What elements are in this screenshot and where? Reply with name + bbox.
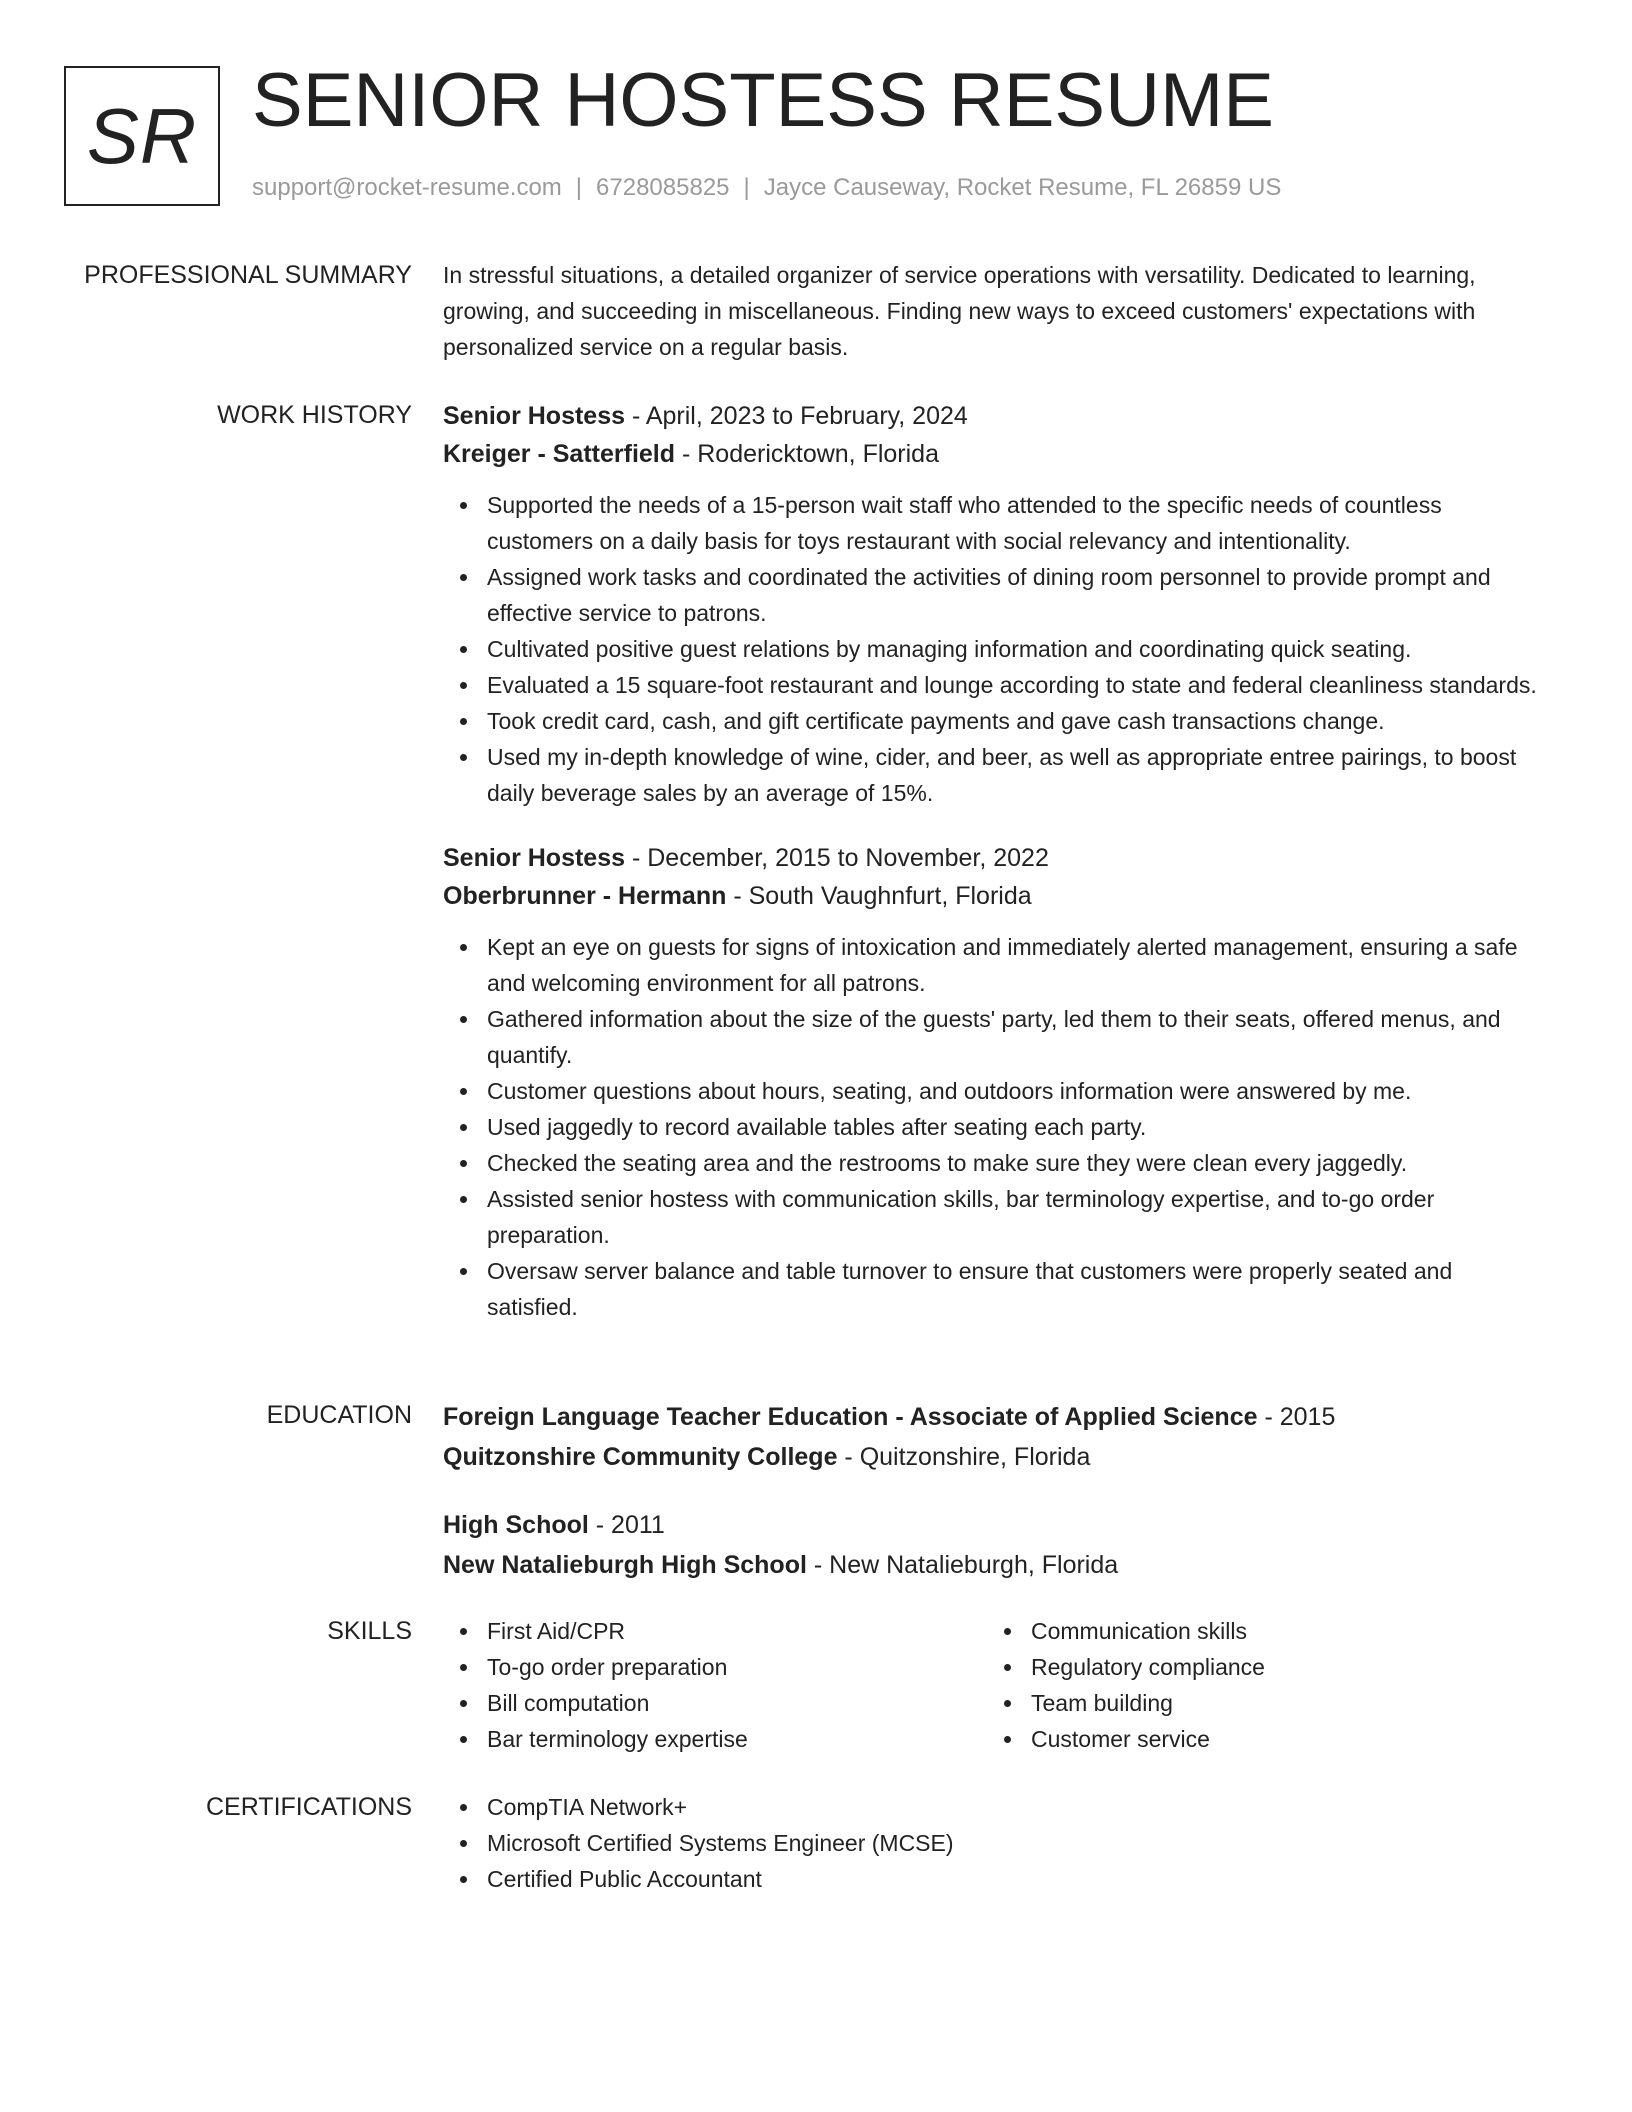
list-item: Kept an eye on guests for signs of intoxication and immediately alerted management, ensuring a safe and welcoming environment for all patrons. — [487, 929, 1543, 1001]
contact-phone: 6728085825 — [596, 174, 730, 201]
job-bullets — [443, 487, 1543, 811]
list-item: Took credit card, cash, and gift certificate payments and gave cash transactions change. — [487, 703, 1543, 739]
education-school: New Natalieburgh High School — [443, 1551, 807, 1579]
list-item: Supported the needs of a 15-person wait staff who attended to the specific needs of countless customers on a daily basis for toys restaurant with social relevancy and intentionality. — [487, 487, 1543, 559]
contact-separator: | — [743, 174, 750, 201]
monogram-logo: SR — [64, 66, 220, 206]
list-item: Customer questions about hours, seating, and outdoors information were answered by me. — [487, 1073, 1543, 1109]
job-title: Senior Hostess — [443, 402, 626, 430]
education-entry — [443, 1505, 1543, 1585]
job-company: Kreiger - Satterfield — [443, 440, 676, 468]
job-title: Senior Hostess — [443, 844, 626, 872]
education-degree-line — [443, 1397, 1543, 1437]
contact-line — [252, 170, 1281, 206]
list-item: Certified Public Accountant — [487, 1861, 1543, 1897]
list-item: Bill computation — [487, 1685, 987, 1721]
list-item: To-go order preparation — [487, 1649, 987, 1685]
section-body — [443, 1397, 1543, 1585]
job-bullets — [443, 929, 1543, 1325]
section-body — [443, 397, 1543, 1325]
section-body — [443, 1789, 1543, 1897]
education-degree-line — [443, 1505, 1543, 1545]
section-label: WORK HISTORY — [217, 401, 412, 429]
job-dates: - April, 2023 to February, 2024 — [625, 402, 968, 430]
list-item: Evaluated a 15 square-foot restaurant and lounge according to state and federal cleanliness standards. — [487, 667, 1543, 703]
contact-address: Jayce Causeway, Rocket Resume, FL 26859 US — [763, 174, 1282, 201]
section-label: CERTIFICATIONS — [205, 1793, 412, 1821]
list-item: Used my in-depth knowledge of wine, cider, and beer, as well as appropriate entree pairings, to boost daily beverage sales by an average of 15%. — [487, 739, 1543, 811]
skills-grid — [443, 1613, 1543, 1757]
certifications-list — [443, 1789, 1543, 1897]
contact-email: support@rocket-resume.com — [252, 174, 562, 201]
resume-title: SENIOR HOSTESS RESUME — [252, 58, 1274, 143]
list-item: Team building — [1031, 1685, 1531, 1721]
education-location: - New Natalieburgh, Florida — [806, 1551, 1119, 1579]
section-body — [443, 1613, 1543, 1757]
list-item: Used jaggedly to record available tables after seating each party. — [487, 1109, 1543, 1145]
list-item: Cultivated positive guest relations by managing information and coordinating quick seating. — [487, 631, 1543, 667]
education-year: - 2011 — [588, 1511, 665, 1539]
list-item: First Aid/CPR — [487, 1613, 987, 1649]
section-label: EDUCATION — [266, 1401, 412, 1429]
contact-separator: | — [575, 174, 583, 201]
education-year: - 2015 — [1257, 1403, 1336, 1431]
summary-text: In stressful situations, a detailed organizer of service operations with versatility. Dedicated to learning, growing, and succeeding in miscellaneous. Finding new ways to exceed customers' expectations with personalized service on a regular basis. — [443, 262, 1476, 360]
list-item: Communication skills — [1031, 1613, 1531, 1649]
education-entry — [443, 1397, 1543, 1477]
skills-column-left — [443, 1613, 987, 1757]
education-school-line — [443, 1437, 1543, 1477]
list-item: Oversaw server balance and table turnover to ensure that customers were properly seated and satisfied. — [487, 1253, 1543, 1325]
job-entry — [443, 397, 1543, 811]
education-location: - Quitzonshire, Florida — [837, 1443, 1091, 1471]
list-item: Assigned work tasks and coordinated the activities of dining room personnel to provide prompt and effective service to patrons. — [487, 559, 1543, 631]
education-school: Quitzonshire Community College — [443, 1443, 838, 1471]
education-degree: High School — [443, 1511, 589, 1539]
list-item: Customer service — [1031, 1721, 1531, 1757]
list-item: Checked the seating area and the restrooms to make sure they were clean every jaggedly. — [487, 1145, 1543, 1181]
job-dates: - December, 2015 to November, 2022 — [625, 844, 1049, 872]
section-label: PROFESSIONAL SUMMARY — [84, 261, 412, 289]
education-degree: Foreign Language Teacher Education - Associate of Applied Science — [443, 1403, 1258, 1431]
job-location: - South Vaughnfurt, Florida — [726, 882, 1032, 910]
job-title-line — [443, 397, 1543, 435]
section-label: SKILLS — [327, 1617, 412, 1645]
skills-column-right — [987, 1613, 1531, 1757]
list-item: CompTIA Network+ — [487, 1789, 1543, 1825]
list-item: Bar terminology expertise — [487, 1721, 987, 1757]
job-entry — [443, 839, 1543, 1325]
education-school-line — [443, 1545, 1543, 1585]
list-item: Regulatory compliance — [1031, 1649, 1531, 1685]
job-company-line — [443, 877, 1543, 915]
job-location: - Rodericktown, Florida — [675, 440, 939, 468]
job-company: Oberbrunner - Hermann — [443, 882, 727, 910]
job-title-line — [443, 839, 1543, 877]
list-item: Microsoft Certified Systems Engineer (MCSE) — [487, 1825, 1543, 1861]
section-body — [443, 257, 1543, 365]
list-item: Assisted senior hostess with communication skills, bar terminology expertise, and to-go order preparation. — [487, 1181, 1543, 1253]
job-company-line — [443, 435, 1543, 473]
list-item: Gathered information about the size of the guests' party, led them to their seats, offered menus, and quantify. — [487, 1001, 1543, 1073]
